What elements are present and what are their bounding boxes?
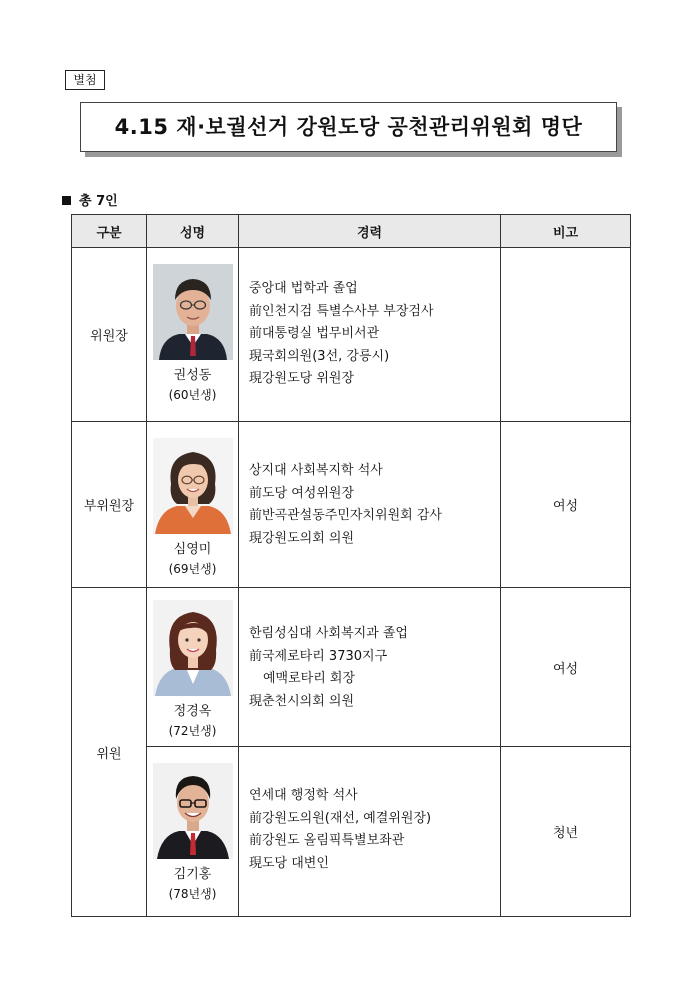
portrait-photo: [153, 264, 233, 360]
career-item: 한림성심대 사회복지과 졸업: [249, 626, 408, 641]
career-item: 現강원도당 위원장: [249, 371, 355, 386]
committee-table: [71, 214, 631, 917]
header-category: 구분: [72, 215, 147, 248]
note-cell: 여성: [501, 422, 631, 588]
portrait-man-glasses-icon: [153, 264, 233, 360]
portrait-man-glasses-icon: [153, 763, 233, 859]
career-cell: [239, 747, 501, 917]
role-cell: 부위원장: [72, 422, 147, 588]
person-birth-year: (72년생): [168, 724, 217, 738]
career-item: 예맥로타리 회장: [263, 671, 356, 686]
table-row: [72, 248, 631, 422]
member-count-text: 총 7인: [79, 194, 118, 209]
career-item: 現춘천시의회 의원: [249, 693, 355, 709]
career-cell: [239, 588, 501, 747]
portrait-woman-icon: [153, 600, 233, 696]
person-birth-year: (60년생): [168, 388, 217, 402]
career-item: 現강원도의회 의원: [249, 530, 355, 546]
table-row: [72, 588, 631, 747]
career-item: 現국회의원(3선, 강릉시): [249, 348, 390, 364]
title-box: [80, 102, 617, 152]
note-cell: [501, 248, 631, 422]
person-name: 정경옥: [173, 704, 212, 719]
role-cell: 위원: [72, 588, 147, 917]
member-count: [62, 190, 118, 209]
person-cell: [147, 248, 239, 422]
document-title: 4.15 재·보궐선거 강원도당 공천관리위원회 명단: [114, 115, 583, 139]
career-item: 중앙대 법학과 졸업: [249, 281, 358, 296]
person-name: 김기홍: [173, 867, 212, 882]
career-item: 상지대 사회복지학 석사: [249, 463, 383, 478]
portrait-photo: [153, 600, 233, 696]
table-row: [72, 422, 631, 588]
person-name: 심영미: [173, 542, 212, 557]
portrait-photo: [153, 763, 233, 859]
header-note: 비고: [501, 215, 631, 248]
role-cell: 위원장: [72, 248, 147, 422]
person-cell: [147, 747, 239, 917]
career-item: 前반곡관설동주민자치위원회 감사: [249, 508, 442, 523]
note-cell: 청년: [501, 747, 631, 917]
career-item: 연세대 행정학 석사: [249, 788, 358, 803]
header-career: 경력: [239, 215, 501, 248]
career-cell: [239, 248, 501, 422]
career-item: 前도당 여성위원장: [249, 485, 355, 501]
career-item: 前대통령실 법무비서관: [249, 326, 380, 341]
person-cell: [147, 422, 239, 588]
career-cell: [239, 422, 501, 588]
square-bullet-icon: [62, 196, 71, 205]
person-birth-year: (78년생): [168, 887, 217, 901]
attachment-label: 별첨: [65, 70, 105, 90]
career-item: 現도당 대변인: [249, 855, 329, 871]
header-name: 성명: [147, 215, 239, 248]
table-header-row: [72, 215, 631, 248]
portrait-photo: [153, 438, 233, 534]
career-item: 前인천지검 특별수사부 부장검사: [249, 303, 434, 319]
person-birth-year: (69년생): [168, 562, 217, 576]
portrait-woman-glasses-icon: [153, 438, 233, 534]
table-row: [72, 747, 631, 917]
career-item: 前강원도 올림픽특별보좌관: [249, 833, 405, 848]
note-cell: 여성: [501, 588, 631, 747]
person-cell: [147, 588, 239, 747]
career-item: 前강원도의원(재선, 예결위원장): [249, 810, 432, 826]
career-item: 前국제로타리 3730지구: [249, 648, 388, 664]
person-name: 권성동: [173, 368, 212, 383]
